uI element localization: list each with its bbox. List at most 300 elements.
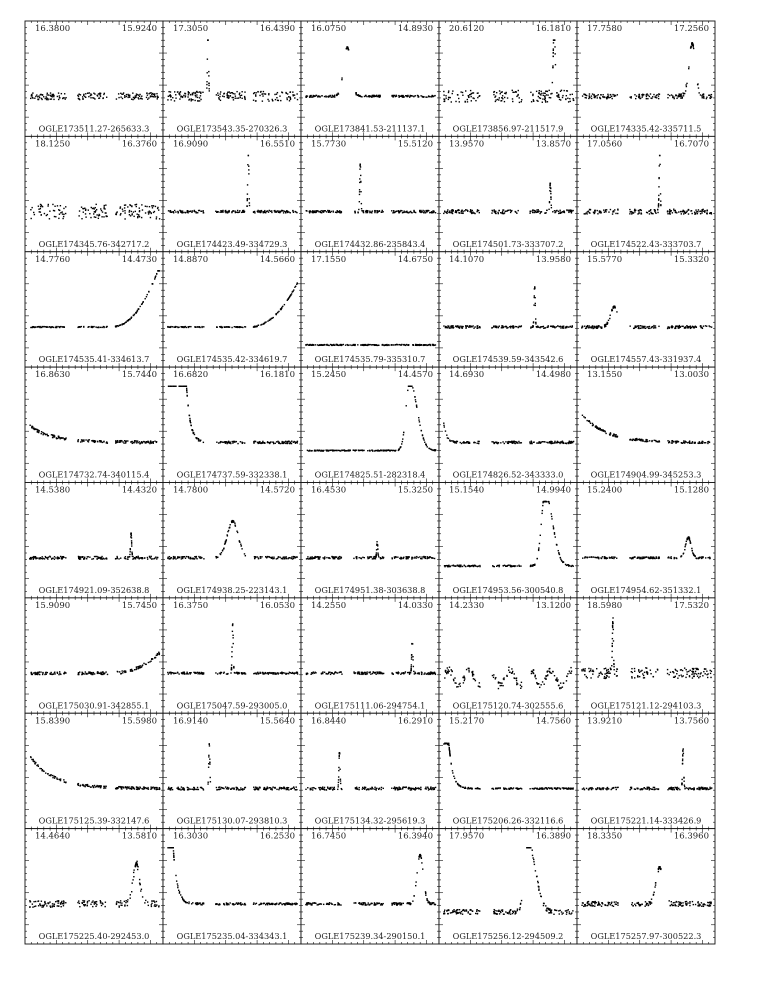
data-point xyxy=(443,425,444,426)
data-point xyxy=(368,344,369,345)
data-point xyxy=(157,653,158,654)
data-point xyxy=(153,441,154,442)
data-point xyxy=(444,211,445,212)
data-point xyxy=(687,442,688,443)
data-point xyxy=(39,97,40,98)
data-point xyxy=(425,96,426,97)
data-point xyxy=(654,558,655,559)
data-point xyxy=(231,521,232,522)
data-point xyxy=(360,344,361,345)
data-point xyxy=(587,557,588,558)
data-point xyxy=(452,209,453,210)
data-point xyxy=(31,557,32,558)
data-point xyxy=(176,326,177,327)
data-point xyxy=(203,442,204,443)
data-point xyxy=(559,210,560,211)
data-point xyxy=(30,558,31,559)
data-point xyxy=(191,425,192,426)
data-point xyxy=(669,441,670,442)
data-point xyxy=(532,212,533,213)
data-point xyxy=(139,443,140,444)
magnitude-min-label: 16.7070 xyxy=(673,139,709,150)
data-point xyxy=(468,442,469,443)
data-point xyxy=(136,666,137,667)
data-point xyxy=(478,565,479,566)
data-point xyxy=(42,674,43,675)
data-point xyxy=(424,210,425,211)
data-point xyxy=(446,434,447,435)
data-point xyxy=(57,96,58,97)
data-point xyxy=(549,187,550,188)
data-point xyxy=(63,97,64,98)
data-point xyxy=(232,97,233,98)
data-point xyxy=(376,95,377,96)
data-point xyxy=(94,211,95,212)
data-point xyxy=(267,99,268,100)
data-point xyxy=(275,99,276,100)
data-point xyxy=(554,327,555,328)
data-point xyxy=(232,441,233,442)
data-point xyxy=(386,449,387,450)
data-point xyxy=(462,95,463,96)
data-point xyxy=(420,558,421,559)
data-point xyxy=(238,97,239,98)
data-point xyxy=(277,441,278,442)
magnitude-max-label: 18.1250 xyxy=(35,139,71,150)
data-point xyxy=(311,450,312,451)
data-point xyxy=(607,94,608,95)
data-point xyxy=(594,211,595,212)
data-point xyxy=(47,99,48,100)
data-point xyxy=(269,443,270,444)
data-point xyxy=(157,97,158,98)
data-point xyxy=(496,442,497,443)
data-point xyxy=(54,556,55,557)
data-point xyxy=(553,50,554,51)
data-point xyxy=(248,169,249,170)
data-point xyxy=(638,439,639,440)
data-point xyxy=(46,94,47,95)
data-point xyxy=(118,97,119,98)
data-point xyxy=(199,97,200,98)
data-point xyxy=(691,442,692,443)
data-point xyxy=(47,672,48,673)
panel-OGLE173511.27-265633.3 xyxy=(25,21,163,136)
data-point xyxy=(123,92,124,93)
data-point xyxy=(98,218,99,219)
data-point xyxy=(459,565,460,566)
data-point xyxy=(291,556,292,557)
data-point xyxy=(124,205,125,206)
data-point xyxy=(536,442,537,443)
data-point xyxy=(540,91,541,92)
data-point xyxy=(288,96,289,97)
data-point xyxy=(54,559,55,560)
data-point xyxy=(513,565,514,566)
magnitude-min-label: 15.9240 xyxy=(121,24,157,34)
magnitude-max-label: 15.7730 xyxy=(311,139,347,150)
data-point xyxy=(545,101,546,102)
data-point xyxy=(388,344,389,345)
data-point xyxy=(383,345,384,346)
data-point xyxy=(90,93,91,94)
data-point xyxy=(543,328,544,329)
data-point xyxy=(467,441,468,442)
data-point xyxy=(237,210,238,211)
data-point xyxy=(682,97,683,98)
data-point xyxy=(136,442,137,443)
data-point xyxy=(260,556,261,557)
data-point xyxy=(265,212,266,213)
data-point xyxy=(221,327,222,328)
data-point xyxy=(127,206,128,207)
data-point xyxy=(477,325,478,326)
data-point xyxy=(681,443,682,444)
data-point xyxy=(337,93,338,94)
data-point xyxy=(126,94,127,95)
data-point xyxy=(32,92,33,93)
data-point xyxy=(185,326,186,327)
data-point xyxy=(551,207,552,208)
data-point xyxy=(542,102,543,103)
data-point xyxy=(552,67,553,68)
data-point xyxy=(360,191,361,192)
data-point xyxy=(506,566,507,567)
data-point xyxy=(38,206,39,207)
data-point xyxy=(690,327,691,328)
data-point xyxy=(138,97,139,98)
data-point xyxy=(137,442,138,443)
data-point xyxy=(510,441,511,442)
data-point xyxy=(402,558,403,559)
data-point xyxy=(150,556,151,557)
data-point xyxy=(427,557,428,558)
data-point xyxy=(231,212,232,213)
data-point xyxy=(261,442,262,443)
object-id-label: OGLE174737.59-332338.1 xyxy=(176,469,288,480)
data-point xyxy=(556,210,557,211)
data-point xyxy=(477,210,478,211)
data-point xyxy=(559,443,560,444)
data-point xyxy=(656,95,657,96)
data-point xyxy=(188,92,189,93)
data-point xyxy=(318,558,319,559)
magnitude-min-label: 15.7440 xyxy=(121,370,157,381)
data-point xyxy=(530,443,531,444)
data-point xyxy=(695,209,696,210)
data-point xyxy=(218,95,219,96)
data-point xyxy=(547,326,548,327)
data-point xyxy=(582,95,583,96)
data-point xyxy=(541,93,542,94)
data-point xyxy=(177,91,178,92)
data-point xyxy=(58,99,59,100)
data-point xyxy=(635,325,636,326)
data-point xyxy=(40,204,41,205)
data-point xyxy=(97,95,98,96)
data-point xyxy=(678,211,679,212)
data-point xyxy=(239,210,240,211)
data-point xyxy=(228,441,229,442)
data-point xyxy=(585,328,586,329)
data-point xyxy=(615,213,616,214)
data-point xyxy=(449,327,450,328)
data-point xyxy=(45,672,46,673)
data-point xyxy=(568,326,569,327)
data-point xyxy=(326,344,327,345)
data-point xyxy=(502,565,503,566)
data-point xyxy=(369,212,370,213)
data-point xyxy=(381,212,382,213)
data-point xyxy=(363,450,364,451)
data-point xyxy=(600,212,601,213)
data-point xyxy=(255,441,256,442)
data-point xyxy=(322,557,323,558)
data-point xyxy=(402,438,403,439)
data-point xyxy=(132,556,133,557)
data-point xyxy=(83,326,84,327)
data-point xyxy=(249,198,250,199)
data-point xyxy=(233,99,234,100)
data-point xyxy=(451,101,452,102)
data-point xyxy=(429,96,430,97)
data-point xyxy=(551,518,552,519)
data-point xyxy=(683,553,684,554)
data-point xyxy=(50,92,51,93)
data-point xyxy=(327,96,328,97)
data-point xyxy=(41,431,42,432)
data-point xyxy=(610,97,611,98)
data-point xyxy=(550,191,551,192)
data-point xyxy=(609,315,610,316)
data-point xyxy=(91,326,92,327)
data-point xyxy=(654,96,655,97)
data-point xyxy=(452,90,453,91)
data-point xyxy=(369,344,370,345)
data-point xyxy=(702,443,703,444)
data-point xyxy=(156,93,157,94)
data-point xyxy=(633,328,634,329)
data-point xyxy=(194,558,195,559)
data-point xyxy=(185,212,186,213)
data-point xyxy=(608,97,609,98)
data-point xyxy=(283,212,284,213)
data-point xyxy=(379,96,380,97)
data-point xyxy=(534,210,535,211)
data-point xyxy=(239,212,240,213)
data-point xyxy=(470,94,471,95)
data-point xyxy=(34,98,35,99)
data-point xyxy=(191,558,192,559)
data-point xyxy=(271,557,272,558)
data-point xyxy=(629,557,630,558)
data-point xyxy=(671,326,672,327)
data-point xyxy=(675,94,676,95)
data-point xyxy=(615,434,616,435)
data-point xyxy=(588,98,589,99)
data-point xyxy=(643,327,644,328)
data-point xyxy=(498,210,499,211)
data-point xyxy=(287,99,288,100)
data-point xyxy=(443,101,444,102)
data-point xyxy=(88,96,89,97)
data-point xyxy=(151,441,152,442)
data-point xyxy=(465,327,466,328)
panel-OGLE174423.49-334729.3 xyxy=(163,136,301,251)
panel-frame xyxy=(25,483,163,598)
data-point xyxy=(420,95,421,96)
data-point xyxy=(596,557,597,558)
data-point xyxy=(411,557,412,558)
data-point xyxy=(85,213,86,214)
data-point xyxy=(81,218,82,219)
magnitude-max-label: 17.3050 xyxy=(173,24,209,34)
data-point xyxy=(267,556,268,557)
data-point xyxy=(704,442,705,443)
data-point xyxy=(33,428,34,429)
data-point xyxy=(632,557,633,558)
data-point xyxy=(181,386,182,387)
data-point xyxy=(534,295,535,296)
data-point xyxy=(137,94,138,95)
data-point xyxy=(686,86,687,87)
data-point xyxy=(282,558,283,559)
data-point xyxy=(573,100,574,101)
data-point xyxy=(359,168,360,169)
data-point xyxy=(573,565,574,566)
data-point xyxy=(125,442,126,443)
data-point xyxy=(190,557,191,558)
object-id-label: OGLE174732.74-340115.4 xyxy=(38,469,150,480)
data-point xyxy=(150,661,151,662)
data-point xyxy=(315,344,316,345)
data-point xyxy=(120,93,121,94)
data-point xyxy=(675,325,676,326)
data-point xyxy=(241,91,242,92)
object-id-label: OGLE174826.52-343333.0 xyxy=(452,469,564,480)
data-point xyxy=(147,557,148,558)
data-point xyxy=(589,209,590,210)
data-point xyxy=(103,441,104,442)
data-point xyxy=(651,98,652,99)
data-point xyxy=(562,211,563,212)
panel-OGLE174501.73-333707.2 xyxy=(439,136,577,251)
data-point xyxy=(267,320,268,321)
data-point xyxy=(582,557,583,558)
data-point xyxy=(131,540,132,541)
data-point xyxy=(639,96,640,97)
data-point xyxy=(394,344,395,345)
data-point xyxy=(30,209,31,210)
data-point xyxy=(367,212,368,213)
data-point xyxy=(284,442,285,443)
data-point xyxy=(434,449,435,450)
data-point xyxy=(614,209,615,210)
data-point xyxy=(217,557,218,558)
data-point xyxy=(549,90,550,91)
data-point xyxy=(553,52,554,53)
data-point xyxy=(38,209,39,210)
data-point xyxy=(286,97,287,98)
data-point xyxy=(96,214,97,215)
data-point xyxy=(399,344,400,345)
data-point xyxy=(31,94,32,95)
data-point xyxy=(505,326,506,327)
data-point xyxy=(129,214,130,215)
data-point xyxy=(646,556,647,557)
data-point xyxy=(100,558,101,559)
magnitude-max-label: 17.7580 xyxy=(587,24,623,34)
data-point xyxy=(552,56,553,57)
data-point xyxy=(545,91,546,92)
data-point xyxy=(702,94,703,95)
data-point xyxy=(468,95,469,96)
data-point xyxy=(543,441,544,442)
data-point xyxy=(433,345,434,346)
data-point xyxy=(594,326,595,327)
data-point xyxy=(195,557,196,558)
data-point xyxy=(419,425,420,426)
data-point xyxy=(629,209,630,210)
data-point xyxy=(614,436,615,437)
data-point xyxy=(408,344,409,345)
data-point xyxy=(406,405,407,406)
data-point xyxy=(521,99,522,100)
data-point xyxy=(36,558,37,559)
data-point xyxy=(419,556,420,557)
data-point xyxy=(231,92,232,93)
data-point xyxy=(365,212,366,213)
data-point xyxy=(129,319,130,320)
data-point xyxy=(472,212,473,213)
data-point xyxy=(257,91,258,92)
data-point xyxy=(376,549,377,550)
data-point xyxy=(287,93,288,94)
data-point xyxy=(640,98,641,99)
data-point xyxy=(613,435,614,436)
data-point xyxy=(153,94,154,95)
data-point xyxy=(609,318,610,319)
data-point xyxy=(96,209,97,210)
data-point xyxy=(241,442,242,443)
data-point xyxy=(388,449,389,450)
data-point xyxy=(416,404,417,405)
data-point xyxy=(507,441,508,442)
data-point xyxy=(364,344,365,345)
data-point xyxy=(280,100,281,101)
data-point xyxy=(531,441,532,442)
data-point xyxy=(65,98,66,99)
data-point xyxy=(601,429,602,430)
data-point xyxy=(94,98,95,99)
data-point xyxy=(472,210,473,211)
data-point xyxy=(401,443,402,444)
data-point xyxy=(282,306,283,307)
data-point xyxy=(403,344,404,345)
data-point xyxy=(593,94,594,95)
data-point xyxy=(38,99,39,100)
data-point xyxy=(145,664,146,665)
data-point xyxy=(218,97,219,98)
data-point xyxy=(493,326,494,327)
data-point xyxy=(78,98,79,99)
data-point xyxy=(31,674,32,675)
data-point xyxy=(545,100,546,101)
data-point xyxy=(632,212,633,213)
data-point xyxy=(54,206,55,207)
panel-frame xyxy=(301,136,439,251)
data-point xyxy=(674,327,675,328)
